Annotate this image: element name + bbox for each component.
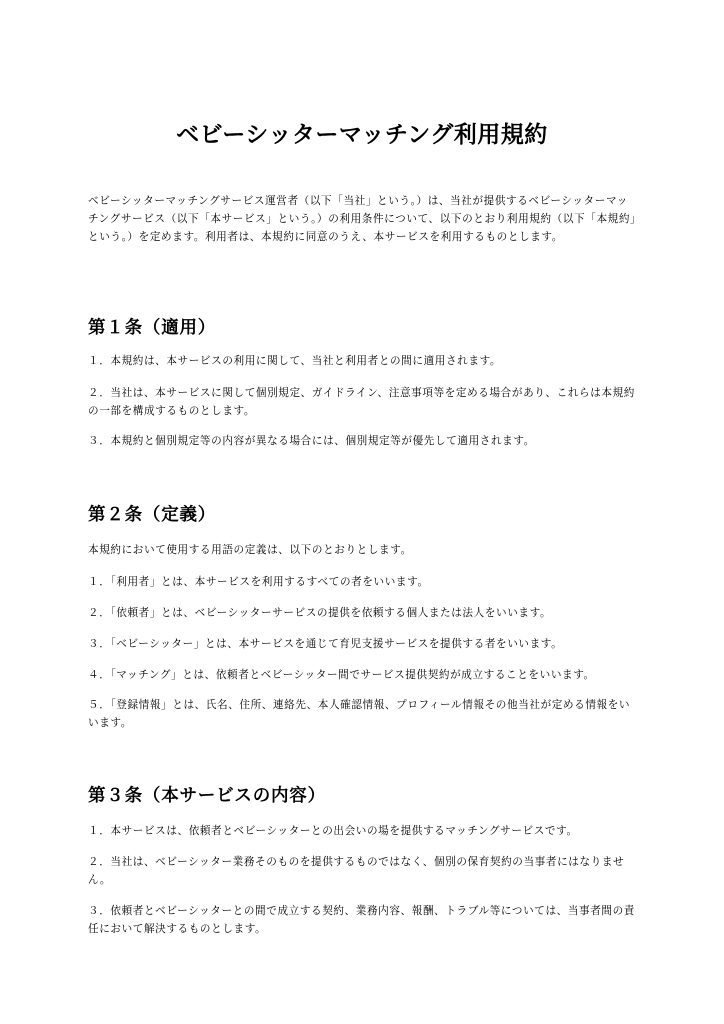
article-2-paragraph-1: １．「利用者」とは、本サービスを利用するすべての者をいいます。 — [88, 576, 429, 588]
article-1-paragraph-3: ３．本規約と個別規定等の内容が異なる場合には、個別規定等が優先して適用されます。 — [88, 435, 535, 447]
article-2-paragraph-2: ２．「依頼者」とは、ベビーシッターサービスの提供を依頼する個人または法人をいいます。 — [88, 607, 552, 619]
article-2-intro: 本規約において使用する用語の定義は、以下のとおりとします。 — [88, 544, 412, 556]
intro-paragraph: ベビーシッターマッチングサービス運営者（以下「当社」という。）は、当社が提供するベビーシッターマッチングサービス（以下「本サービス」という。）の利用条件について、以下のとおり利用規約（以下「本規約」という。）を定めます。利用者は、本規約に同意のうえ、本サービスを利用するものとします。 — [88, 195, 636, 243]
article-2-paragraph-5: ５．「登録情報」とは、氏名、住所、連絡先、本人確認情報、プロフィール情報その他当社が定める情報をいいます。 — [88, 699, 631, 729]
document-title: ベビーシッターマッチング利用規約 — [176, 122, 548, 148]
article-3-paragraph-1: １．本サービスは、依頼者とベビーシッターとの出会いの場を提供するマッチングサービスです。 — [88, 825, 578, 837]
article-2-heading: 第２条（定義） — [88, 505, 217, 525]
article-3-heading: 第３条（本サービスの内容） — [88, 786, 326, 806]
article-2-paragraph-3: ３．「ベビーシッター」とは、本サービスを通じて育児支援サービスを提供する者をいいます。 — [88, 638, 563, 650]
article-1-heading: 第１条（適用） — [88, 318, 217, 338]
article-1-paragraph-1: １．本規約は、本サービスの利用に関して、当社と利用者との間に適用されます。 — [88, 355, 502, 367]
article-1-paragraph-2: ２．当社は、本サービスに関して個別規定、ガイドライン、注意事項等を定める場合があり、これらは本規約の一部を構成するものとします。 — [88, 387, 636, 417]
article-2-paragraph-4: ４．「マッチング」とは、依頼者とベビーシッター間でサービス提供契約が成立することをいいます。 — [88, 669, 595, 681]
article-3-paragraph-2: ２．当社は、ベビーシッター業務そのものを提供するものではなく、個別の保育契約の当事者にはなりません。 — [88, 856, 625, 886]
article-3-paragraph-3: ３．依頼者とベビーシッターとの間で成立する契約、業務内容、報酬、トラブル等については、当事者間の責任において解決するものとします。 — [88, 905, 636, 935]
